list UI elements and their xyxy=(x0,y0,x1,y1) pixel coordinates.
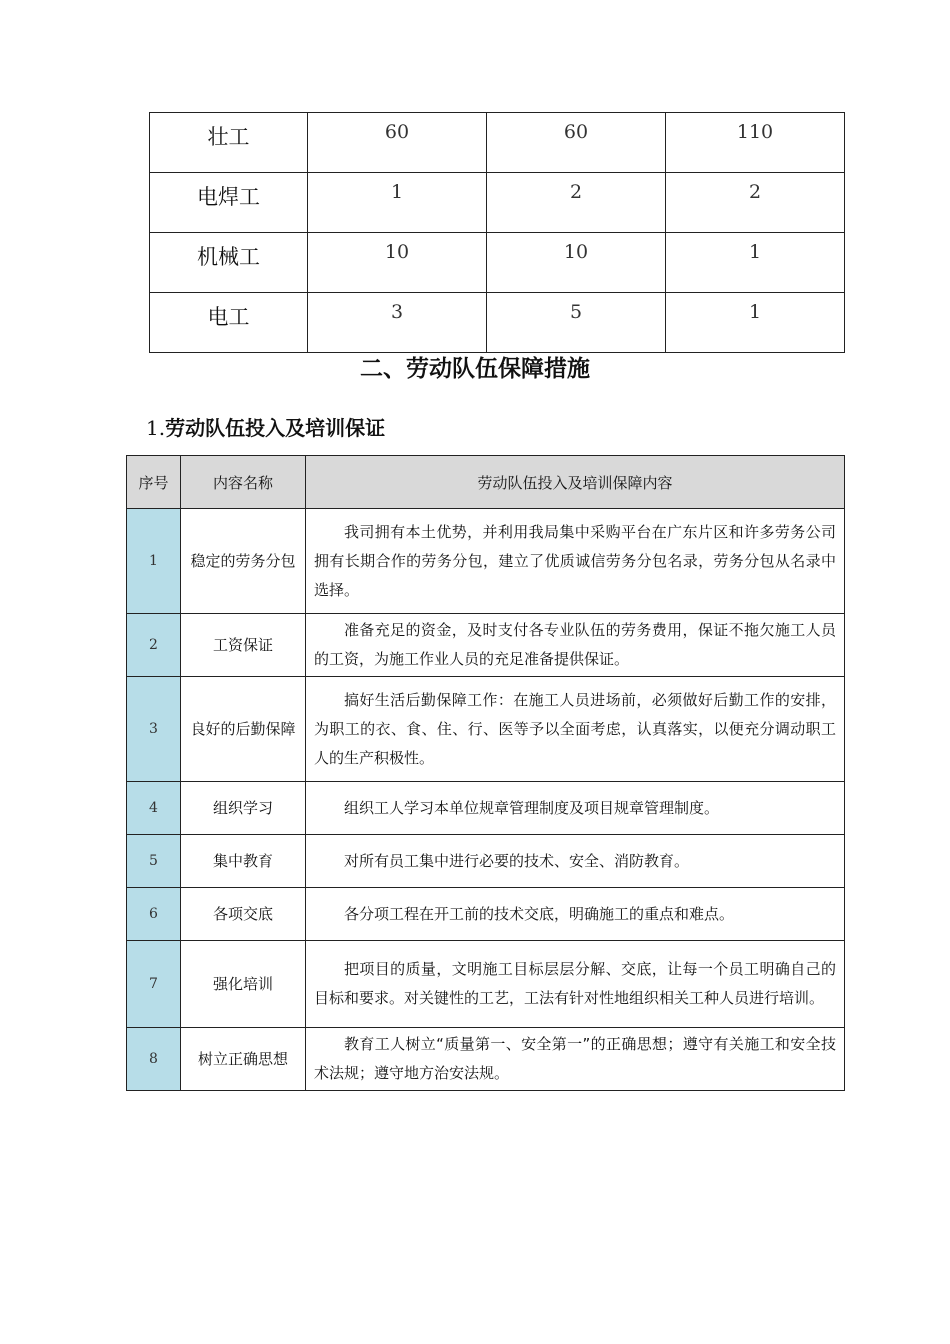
item-content: 搞好生活后勤保障工作：在施工人员进场前，必须做好后勤工作的安排，为职工的衣、食、住、行、医等予以全面考虑，认真落实，以便充分调动职工人的生产积极性。 xyxy=(306,677,845,782)
table-header-row xyxy=(127,456,845,509)
sub-heading xyxy=(146,412,385,441)
row-index: 7 xyxy=(127,941,181,1028)
table-row xyxy=(150,173,845,233)
item-name: 树立正确思想 xyxy=(181,1028,306,1091)
table-row xyxy=(127,835,845,888)
table-row xyxy=(150,113,845,173)
item-name: 集中教育 xyxy=(181,835,306,888)
item-content: 我司拥有本土优势，并利用我局集中采购平台在广东片区和许多劳务公司拥有长期合作的劳务分包，建立了优质诚信劳务分包名录，劳务分包从名录中选择。 xyxy=(306,509,845,614)
trade-name: 电工 xyxy=(150,293,308,353)
count-cell: 5 xyxy=(487,293,666,353)
item-content: 对所有员工集中进行必要的技术、安全、消防教育。 xyxy=(306,835,845,888)
column-header: 劳动队伍投入及培训保障内容 xyxy=(306,456,845,509)
trade-name: 壮工 xyxy=(150,113,308,173)
count-cell: 110 xyxy=(666,113,845,173)
sub-heading-number: 1. xyxy=(146,416,166,440)
row-index: 1 xyxy=(127,509,181,614)
count-cell: 2 xyxy=(487,173,666,233)
trade-name: 电焊工 xyxy=(150,173,308,233)
column-header: 序号 xyxy=(127,456,181,509)
item-content: 各分项工程在开工前的技术交底，明确施工的重点和难点。 xyxy=(306,888,845,941)
count-cell: 1 xyxy=(666,233,845,293)
item-content: 准备充足的资金，及时支付各专业队伍的劳务费用，保证不拖欠施工人员的工资，为施工作业人员的充足准备提供保证。 xyxy=(306,614,845,677)
item-name: 工资保证 xyxy=(181,614,306,677)
table-row xyxy=(127,1028,845,1091)
table-row xyxy=(127,941,845,1028)
item-name: 强化培训 xyxy=(181,941,306,1028)
count-cell: 60 xyxy=(308,113,487,173)
labor-guarantee-table xyxy=(126,455,845,1091)
trade-name: 机械工 xyxy=(150,233,308,293)
count-cell: 1 xyxy=(308,173,487,233)
item-name: 良好的后勤保障 xyxy=(181,677,306,782)
count-cell: 1 xyxy=(666,293,845,353)
row-index: 4 xyxy=(127,782,181,835)
count-cell: 2 xyxy=(666,173,845,233)
row-index: 5 xyxy=(127,835,181,888)
table-row xyxy=(150,233,845,293)
table-row xyxy=(127,782,845,835)
section-heading: 二、劳动队伍保障措施 xyxy=(360,356,590,382)
item-content: 组织工人学习本单位规章管理制度及项目规章管理制度。 xyxy=(306,782,845,835)
table-row xyxy=(127,614,845,677)
row-index: 6 xyxy=(127,888,181,941)
table-row xyxy=(127,888,845,941)
count-cell: 60 xyxy=(487,113,666,173)
table-row xyxy=(127,509,845,614)
column-header: 内容名称 xyxy=(181,456,306,509)
table-row xyxy=(150,293,845,353)
item-content: 教育工人树立“质量第一、安全第一”的正确思想；遵守有关施工和安全技术法规；遵守地方治安法规。 xyxy=(306,1028,845,1091)
sub-heading-text: 劳动队伍投入及培训保证 xyxy=(165,416,386,440)
row-index: 3 xyxy=(127,677,181,782)
row-index: 8 xyxy=(127,1028,181,1091)
item-content: 把项目的质量，文明施工目标层层分解、交底，让每一个员工明确自己的目标和要求。对关键性的工艺，工法有针对性地组织相关工种人员进行培训。 xyxy=(306,941,845,1028)
labor-count-table xyxy=(149,112,845,353)
count-cell: 3 xyxy=(308,293,487,353)
item-name: 各项交底 xyxy=(181,888,306,941)
item-name: 组织学习 xyxy=(181,782,306,835)
count-cell: 10 xyxy=(487,233,666,293)
table-row xyxy=(127,677,845,782)
count-cell: 10 xyxy=(308,233,487,293)
item-name: 稳定的劳务分包 xyxy=(181,509,306,614)
row-index: 2 xyxy=(127,614,181,677)
